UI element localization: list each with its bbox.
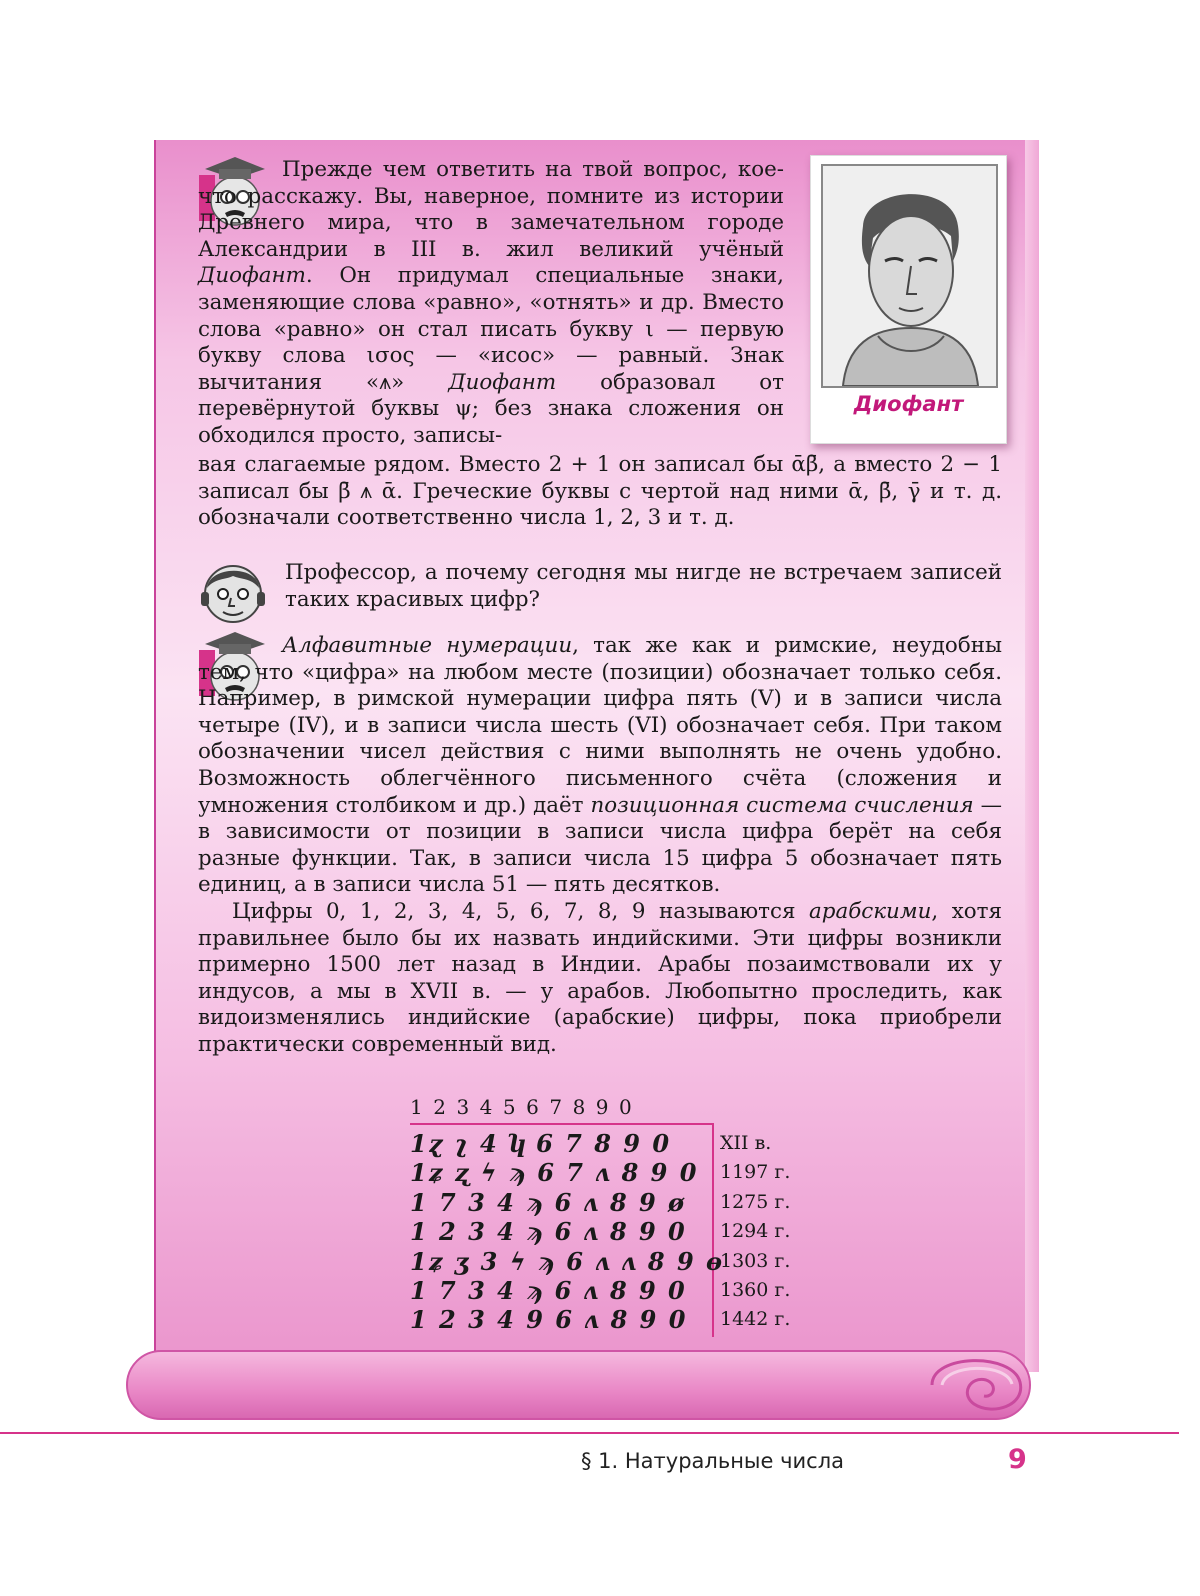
portrait-caption: Диофант: [853, 392, 964, 416]
greek-numerals-paragraph: вая слагаемые рядом. Вместо 2 + 1 он записал бы ᾱβ̄, а вместо 2 − 1 записал бы β̄ ⩚ ᾱ. Греческие буквы с чертой над ними ᾱ, β̄, γ̄ и т. д. обозначали соответственно числа 1, 2, 3 и т. д.: [198, 452, 1002, 531]
table-divider: [410, 1123, 714, 1125]
numerals-header: 1234567890: [410, 1095, 643, 1119]
scroll-roll: [126, 1350, 1031, 1420]
footer-rule: [0, 1432, 1179, 1434]
page-number: 9: [1008, 1444, 1027, 1475]
diophantus-term: Диофант: [198, 263, 306, 289]
scroll-edge: [1025, 140, 1039, 1372]
alphabet-term: Алфавитные нумерации: [282, 633, 573, 658]
section-title: § 1. Натуральные числа: [581, 1449, 845, 1473]
student-question: Профессор, а почему сегодня мы нигде не встречаем записей таких красивых цифр?: [285, 560, 1002, 612]
table-divider: [712, 1123, 714, 1337]
arabic-term: арабскими: [809, 898, 932, 924]
diophantus-paragraph: Прежде чем ответить на твой вопрос, кое-что расскажу. Вы, наверное, помните из истории Древнего мира, что в замечательном городе Александрии в III в. жил великий учёный Диофант. Он придумал специальные знаки, заменяющие слова «равно», «отнять» и др. Вместо слова «равно» он стал писать букву ι — первую букву слова ισος — «исос» — равный. Знак вычитания «⩚» Диофант образовал от перевёрнутой буквы ψ; без знака сложения он обходился просто, записы-: [198, 157, 784, 448]
student-avatar: [197, 560, 269, 626]
professor-answer: Алфавитные нумерации, так же как и римские, неудобны тем, что «цифра» на любом месте (позиции) обозначает только себя. Например, в римской нумерации цифра пять (V) и в записи числа четыре (IV), и в записи числа шесть (VI) обозначает себя. При таком обозначении чисел действия с ними выполнять не очень удобно. Возможность облегчённого письменного счёта (сложения и умножения столбиком и др.) даёт позиционная система счисления — в зависимости от позиции в записи числа цифра берёт на себя разные функции. Так, в записи числа 15 цифра 5 обозначает пять единиц, а в записи числа 51 — пять десятков. Цифры 0, 1, 2, 3, 4, 5, 6, 7, 8, 9 называются арабскими, хотя правильнее было бы их назвать индийскими. Эти цифры возникли примерно 1500 лет назад в Индии. Арабы позаимствовали их у индусов, а мы в XVII в. — у арабов. Любопытно проследить, как видоизменялись индийские (арабские) цифры, пока приобрели практически современный вид.: [198, 633, 1002, 1057]
diophantus-portrait: [821, 164, 998, 388]
positional-term: позиционная система счисления: [590, 792, 974, 818]
scroll-curl: [912, 1344, 1032, 1426]
portrait-frame: [810, 155, 1007, 444]
numerals-history-table: 1234567890 1ɀ ʅ 4 ʮ 6 7 8 9 0 XII в. 1ʑ ʐ ϟ ϡ 6 7 ʌ 8 9 0 1197 г. 1 7 3 4 ϡ 6 ʌ 8 9 ø 1275 г. 1 2 3 4 ϡ 6 ʌ 8 9 0 1294 г. 1ʑ ʒ 3 ϟ ϡ 6 ʌ ʌ 8 9 ɵ 1303 г. 1 7 3 4 ϡ 6 ʌ 8 9 0 1360 г. 1 2 3 4 9 6 ʌ 8 9 0 1442 г.: [410, 1095, 810, 1345]
